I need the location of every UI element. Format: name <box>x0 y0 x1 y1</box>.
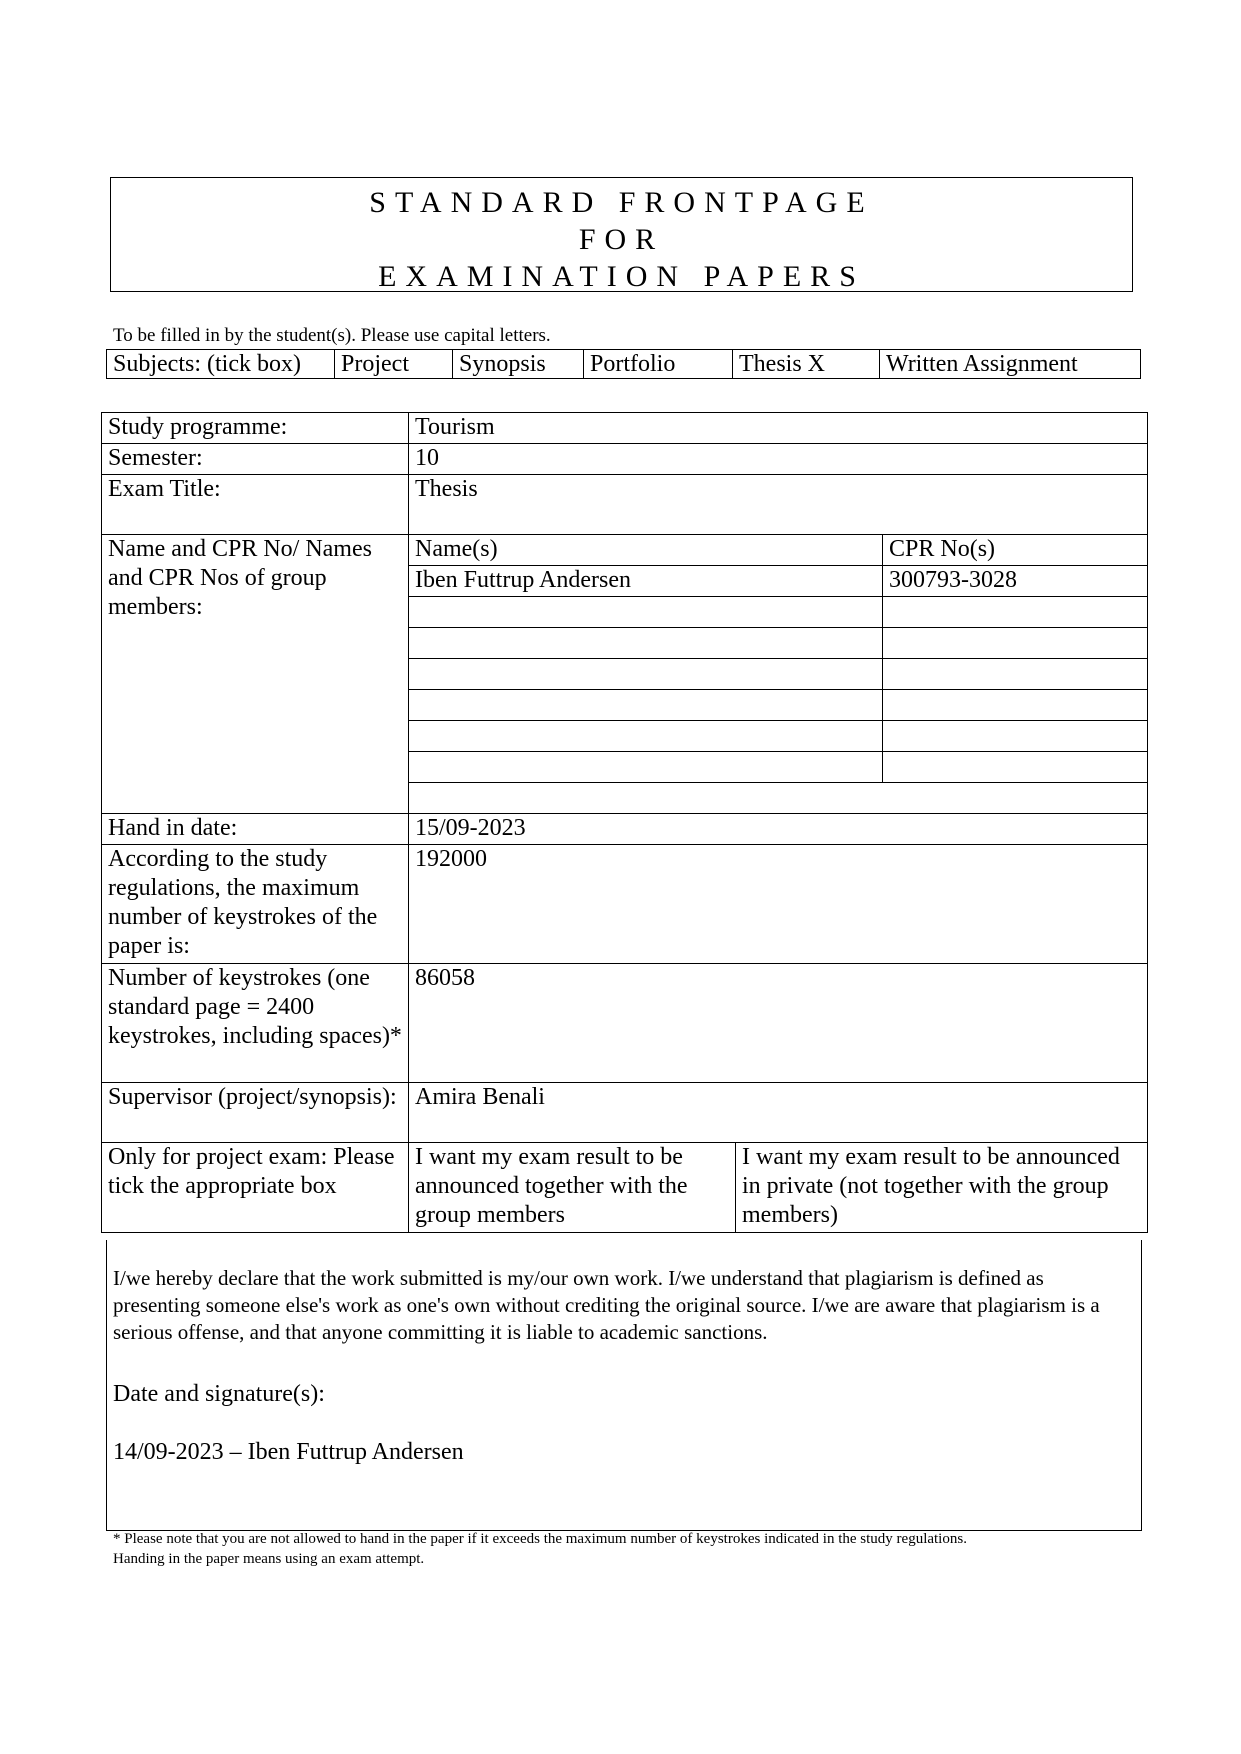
subject-option-portfolio[interactable]: Portfolio <box>584 350 733 379</box>
member-name[interactable] <box>409 752 883 783</box>
member-cpr[interactable]: 300793-3028 <box>883 566 1148 597</box>
member-name[interactable] <box>409 721 883 752</box>
member-name[interactable] <box>409 597 883 628</box>
member-cpr[interactable] <box>883 690 1148 721</box>
title-line-2: FOR <box>578 223 665 256</box>
member-cpr[interactable] <box>883 659 1148 690</box>
member-cpr[interactable] <box>883 628 1148 659</box>
member-extra-row <box>409 783 1148 814</box>
member-cpr[interactable] <box>883 721 1148 752</box>
subject-option-written-assignment[interactable]: Written Assignment <box>880 350 1141 379</box>
declaration-box <box>106 1240 1142 1531</box>
project-exam-label: Only for project exam: Please tick the appropriate box <box>102 1143 409 1233</box>
study-programme-value[interactable]: Tourism <box>409 413 1148 444</box>
supervisor-label: Supervisor (project/synopsis): <box>102 1083 409 1143</box>
member-cpr[interactable] <box>883 597 1148 628</box>
instructions: To be filled in by the student(s). Please use capital letters. <box>113 325 551 346</box>
footnote-line-2: Handing in the paper means using an exam attempt. <box>113 1551 425 1567</box>
semester-label: Semester: <box>102 444 409 475</box>
hand-in-label: Hand in date: <box>102 814 409 845</box>
exam-title-value[interactable]: Thesis <box>409 475 1148 535</box>
max-keystrokes-label: According to the study regulations, the maximum number of keystrokes of the paper is: <box>102 845 409 964</box>
names-header: Name(s) <box>409 535 883 566</box>
semester-value[interactable]: 10 <box>409 444 1148 475</box>
subject-option-thesis[interactable]: Thesis X <box>733 350 880 379</box>
names-label: Name and CPR No/ Names and CPR Nos of group members: <box>102 535 409 814</box>
title-box <box>110 177 1133 292</box>
title-line-3: EXAMINATION PAPERS <box>378 260 865 293</box>
subject-option-project[interactable]: Project <box>335 350 453 379</box>
member-name[interactable] <box>409 659 883 690</box>
member-cpr[interactable] <box>883 752 1148 783</box>
form-table <box>101 412 1148 1233</box>
hand-in-value[interactable]: 15/09-2023 <box>409 814 1148 845</box>
subjects-table <box>106 349 1141 379</box>
signature-value[interactable]: 14/09-2023 – Iben Futtrup Andersen <box>113 1439 464 1465</box>
option-private[interactable]: I want my exam result to be announced in private (not together with the group members) <box>736 1143 1148 1233</box>
supervisor-value[interactable]: Amira Benali <box>409 1083 1148 1143</box>
cpr-header: CPR No(s) <box>883 535 1148 566</box>
title-line-1: STANDARD FRONTPAGE <box>369 186 874 219</box>
exam-title-label: Exam Title: <box>102 475 409 535</box>
member-name[interactable]: Iben Futtrup Andersen <box>409 566 883 597</box>
study-programme-label: Study programme: <box>102 413 409 444</box>
keystrokes-value[interactable]: 86058 <box>409 964 1148 1083</box>
declaration-text: I/we hereby declare that the work submitted is my/our own work. I/we understand that plagiarism is defined as presenting someone else's work as one's own without crediting the original source. I/we are aware that plagiarism is a serious offense, and that anyone committing it is liable to academic sanctions. <box>113 1266 1100 1344</box>
signature-label: Date and signature(s): <box>113 1381 325 1407</box>
max-keystrokes-value[interactable]: 192000 <box>409 845 1148 964</box>
keystrokes-label: Number of keystrokes (one standard page = 2400 keystrokes, including spaces)* <box>102 964 409 1083</box>
footnote-line-1: * Please note that you are not allowed to hand in the paper if it exceeds the maximum number of keystrokes indicated in the study regulations. <box>113 1531 967 1547</box>
subjects-label: Subjects: (tick box) <box>107 350 335 379</box>
option-together[interactable]: I want my exam result to be announced together with the group members <box>409 1143 736 1233</box>
member-name[interactable] <box>409 628 883 659</box>
member-name[interactable] <box>409 690 883 721</box>
subject-option-synopsis[interactable]: Synopsis <box>453 350 584 379</box>
footnote <box>113 1529 1133 1569</box>
